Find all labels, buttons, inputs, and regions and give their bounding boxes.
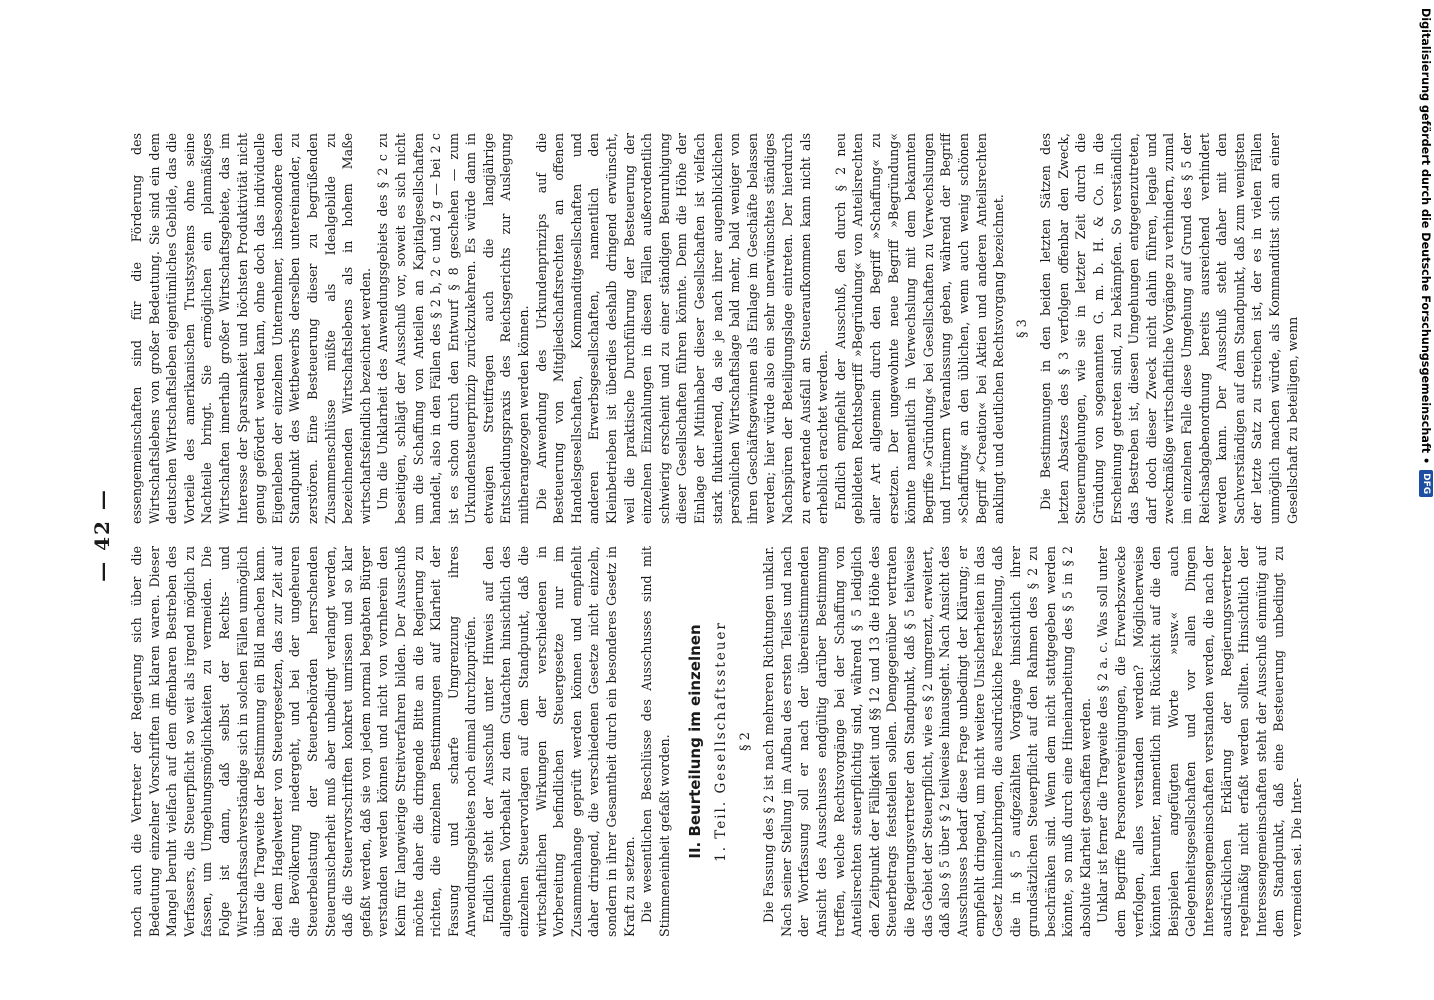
right-column: [128, 133, 1348, 524]
text-columns: [128, 133, 1348, 937]
left-paragraph-1: noch auch die Vertreter der Regierung sich über die Bedeutung einzelner Vorschriften im klaren waren. Dieser Mangel beruht vielfach auf dem offenbaren Bestreben des Verfassers, die Steuerpflicht so weit als irgend möglich zu fassen, um Umgehungsmöglichkeiten zu vermeiden. Die Folge ist dann, daß selbst der Rechts- und Wirtschaftssachverständige sich in solchen Fällen unmöglich über die Tragweite der Bestimmung ein Bild machen kann. Bei dem Hagelwetter von Steuergesetzen, das zur Zeit auf die Bevölkerung niedergeht, und bei der ungeheuren Steuerbelastung der Steuerbehörden herrschenden Steuerunsicherheit muß aber unbedingt verlangt werden, daß die Steuervorschriften konkret umrissen und so klar gefaßt werden, daß sie von jedem normal begabten Bürger verstanden werden können und nicht von vornherein den Keim für langwierige Streitverfahren bilden. Der Ausschuß möchte daher die dringende Bitte an die Regierung zu richten, die einzelnen Bestimmungen auf Klarheit der Fassung und scharfe Umgrenzung ihres Anwendungsgebietes noch einmal durchzuprüfen.: [129, 546, 479, 937]
left-paragraph-4: Die Fassung des § 2 ist nach mehreren Richtungen unklar. Nach seiner Stellung im Aufbau des ersten Teiles und nach der Wortfassung soll er nach der übereinstimmenden Ansicht des Ausschusses endgültig darüber Bestimmung treffen, welche Rechtsvorgänge bei der Schaffung von Anteilsrechten steuerpflichtig sind, während § 5 lediglich den Zeitpunkt der Fälligkeit und §§ 12 und 13 die Höhe des Steuerbetrags feststellen sollen. Demgegenüber vertraten die Regierungsvertreter den Standpunkt, daß § 5 teilweise das Gebiet der Steuerpflicht, wie es § 2 umgrenzt, erweitert, daß also § 5 über § 2 teilweise hinausgeht. Nach Ansicht des Ausschusses bedarf diese Frage unbedingt der Klärung; er empfiehlt dringend, um nicht weitere Unsicherheiten in das Gesetz hineinzubringen, die ausdrückliche Feststellung, daß die in § 5 aufgezählten Vorgänge hinsichtlich ihrer grundsätzlichen Steuerpflicht auf den Rahmen des § 2 zu beschränken sind. Wenn dem nicht stattgegeben werden könnte, so muß durch eine Hineinarbeitung des § 5 in § 2 absolute Klarheit geschaffen werden.: [761, 546, 1093, 937]
left-paragraph-3: Die wesentlichen Beschlüsse des Ausschusses sind mit Stimmeneinheit gefaßt worden.: [639, 546, 672, 937]
left-paragraph-5: Unklar ist ferner die Tragweite des § 2 a. c. Was soll unter dem Begriffe Personenvereinigungen, die Erwerbszwecke verfolgen, alles verstanden werden? Möglicherweise könnten hierunter, namentlich mit Rücksicht auf die den Beispielen angefügten Worte »usw.« auch Gelegenheitsgesellschaften und vor allen Dingen Interessengemeinschaften verstanden werden, die nach der ausdrücklichen Erklärung der Regierungsvertreter regelmäßig nicht erfaßt werden sollten. Hinsichtlich der Interessengemeinschaften steht der Ausschuß einmütig auf dem Standpunkt, daß eine Besteuerung unbedingt zu vermeiden sei. Die Inter-: [1095, 546, 1304, 937]
rotated-document-page: [70, 105, 1390, 965]
right-paragraph-4: Endlich empfiehlt der Ausschuß, den durch § 2 neu gebildeten Rechtsbegriff »Begründung« von Anteilsrechten aller Art allgemein durch den Begriff »Schaffung« zu ersetzen. Der ungewohnte neue Begriff »Begründung« könnte namentlich in Verwechslung mit dem bekannten Begriffe »Gründung« bei Gesellschaften zu Verwechslungen und Irrtümern Veranlassung geben, während der Begriff »Schaffung« an den üblichen, wenn auch wenig schönen Begriff »Creation« bei Aktien und anderen Anteilsrechten anklingt und deutlichen Rechtsvorgang bezeichnet.: [832, 133, 1007, 524]
page-number: — 42 —: [90, 488, 114, 582]
part-heading: 1. Teil. Gesellschaftssteuer: [713, 621, 729, 862]
paragraph-sign-2: § 2: [737, 732, 753, 751]
right-paragraph-1: essengemeinschaften sind für die Förderung des Wirtschaftslebens von großer Bedeutung. Sie sind ein dem deutschen Wirtschaftsleben eigentümliches Gebilde, das die Vorteile des amerikanischen Trustsystems ohne seine Nachteile bringt. Sie ermöglichen ein planmäßiges Wirtschaften innerhalb großer Wirtschaftsgebiete, das im Interesse der Sparsamkeit und höchsten Produktivität nicht genug gefördert werden kann, ohne doch das individuelle Eigenleben der einzelnen Unternehmer, insbesondere den Standpunkt des Wettbewerbs derselben untereinander, zu zerstören. Eine Besteuerung dieser zu begrüßenden Zusammenschlüsse müßte als Idealgebilde zu bezeichnenden Wirtschaftslebens als in hohem Maße wirtschaftsfeindlich bezeichnet werden.: [129, 133, 373, 524]
paragraph-sign-3: § 3: [1014, 319, 1030, 338]
left-paragraph-2: Endlich steht der Ausschuß unter Hinweis auf den allgemeinen Vorbehalt zu dem Gutachten hinsichtlich des einzelnen Steuervorlagen auf dem Standpunkt, daß die wirtschaftlichen Wirkungen der verschiedenen in Vorbereitung befindlichen Steuergesetze nur im Zusammenhange geprüft werden können und empfiehlt daher dringend, die verschiedenen Gesetze nicht einzeln, sondern in ihrer Gesamtheit durch ein besonderes Gesetz in Kraft zu setzen.: [480, 546, 637, 937]
right-paragraph-3: Die Anwendung des Urkundenprinzips auf die Besteuerung von Mitgliedschaftsrechten an offenen Handelsgesellschaften, Kommanditgesellschaften und anderen Erwerbsgesellschaften, namentlich den Kleinbetrieben ist überdies deshalb dringend erwünscht, weil die praktische Durchführung der Besteuerung der einzelnen Einzahlungen in diesen Fällen außerordentlich schwierig erscheint und zu einer ständigen Beunruhigung dieser Gesellschaften führen könnte. Denn die Höhe der Einlage der Mitinhaber dieser Gesellschaften ist vielfach stark fluktuierend, da sie je nach ihrer augenblicklichen persönlichen Wirtschaftslage bald mehr, bald weniger von ihren Geschäftsgewinnen als Einlage im Geschäfte belassen werden; hier würde also ein sehr unerwünschtes ständiges Nachspüren der Beteiligungslage eintreten. Der hierdurch zu erwartende Ausfall an Steueraufkommen kann nicht als erheblich erachtet werden.: [533, 133, 831, 524]
digitization-credit-text: Digitalisierung gefördert durch die Deutsche Forschungsgemeinschaft •: [1419, 8, 1433, 465]
right-paragraph-5: Die Bestimmungen in den beiden letzten Sätzen des letzten Absatzes des § 3 verfolgen offenbar den Zweck, Steuerumgehungen, wie sie in letzter Zeit durch die Gründung von sogenannten G. m. b. H. & Co. in die Erscheinung getreten sind, zu bekämpfen. So verständlich das Bestreben ist, diesen Umgehungen entgegenzutreten, darf doch dieser Zweck nicht dahin führen, legale und zweckmäßige wirtschaftliche Vorgänge zu verhindern, zumal im einzelnen Falle diese Umgehung auf Grund des § 5 der Reichsabgabenordnung bereits ausreichend verhindert werden kann. Der Ausschuß steht daher mit den Sachverständigen auf dem Standpunkt, daß zum wenigsten der letzte Satz zu streichen ist, der es in vielen Fällen unmöglich machen würde, als Kommanditist sich an einer Gesellschaft zu beteiligen, wenn: [1038, 133, 1300, 524]
dfg-logo: DFG: [1419, 470, 1433, 497]
right-paragraph-2: Um die Unklarheit des Anwendungsgebiets des § 2 c zu beseitigen, schlägt der Ausschuß vor, soweit es sich nicht um die Schaffung von Anteilen an Kapitalgesellschaften handelt, also in den Fällen des § 2 b, 2 c und 2 g — bei 2 c ist es schon durch den Entwurf § 8 geschehen — zum Urkundensteuerprinzip zurückzukehren. Es würde dann in etwaigen Streitfragen auch die langjährige Entscheidungspraxis des Reichsgerichts zur Auslegung mitherangezogen werden können.: [375, 133, 532, 524]
left-column: [128, 546, 1348, 937]
section-heading: II. Beurteilung im einzelnen: [686, 624, 705, 859]
digitization-credit: [1418, 8, 1434, 992]
